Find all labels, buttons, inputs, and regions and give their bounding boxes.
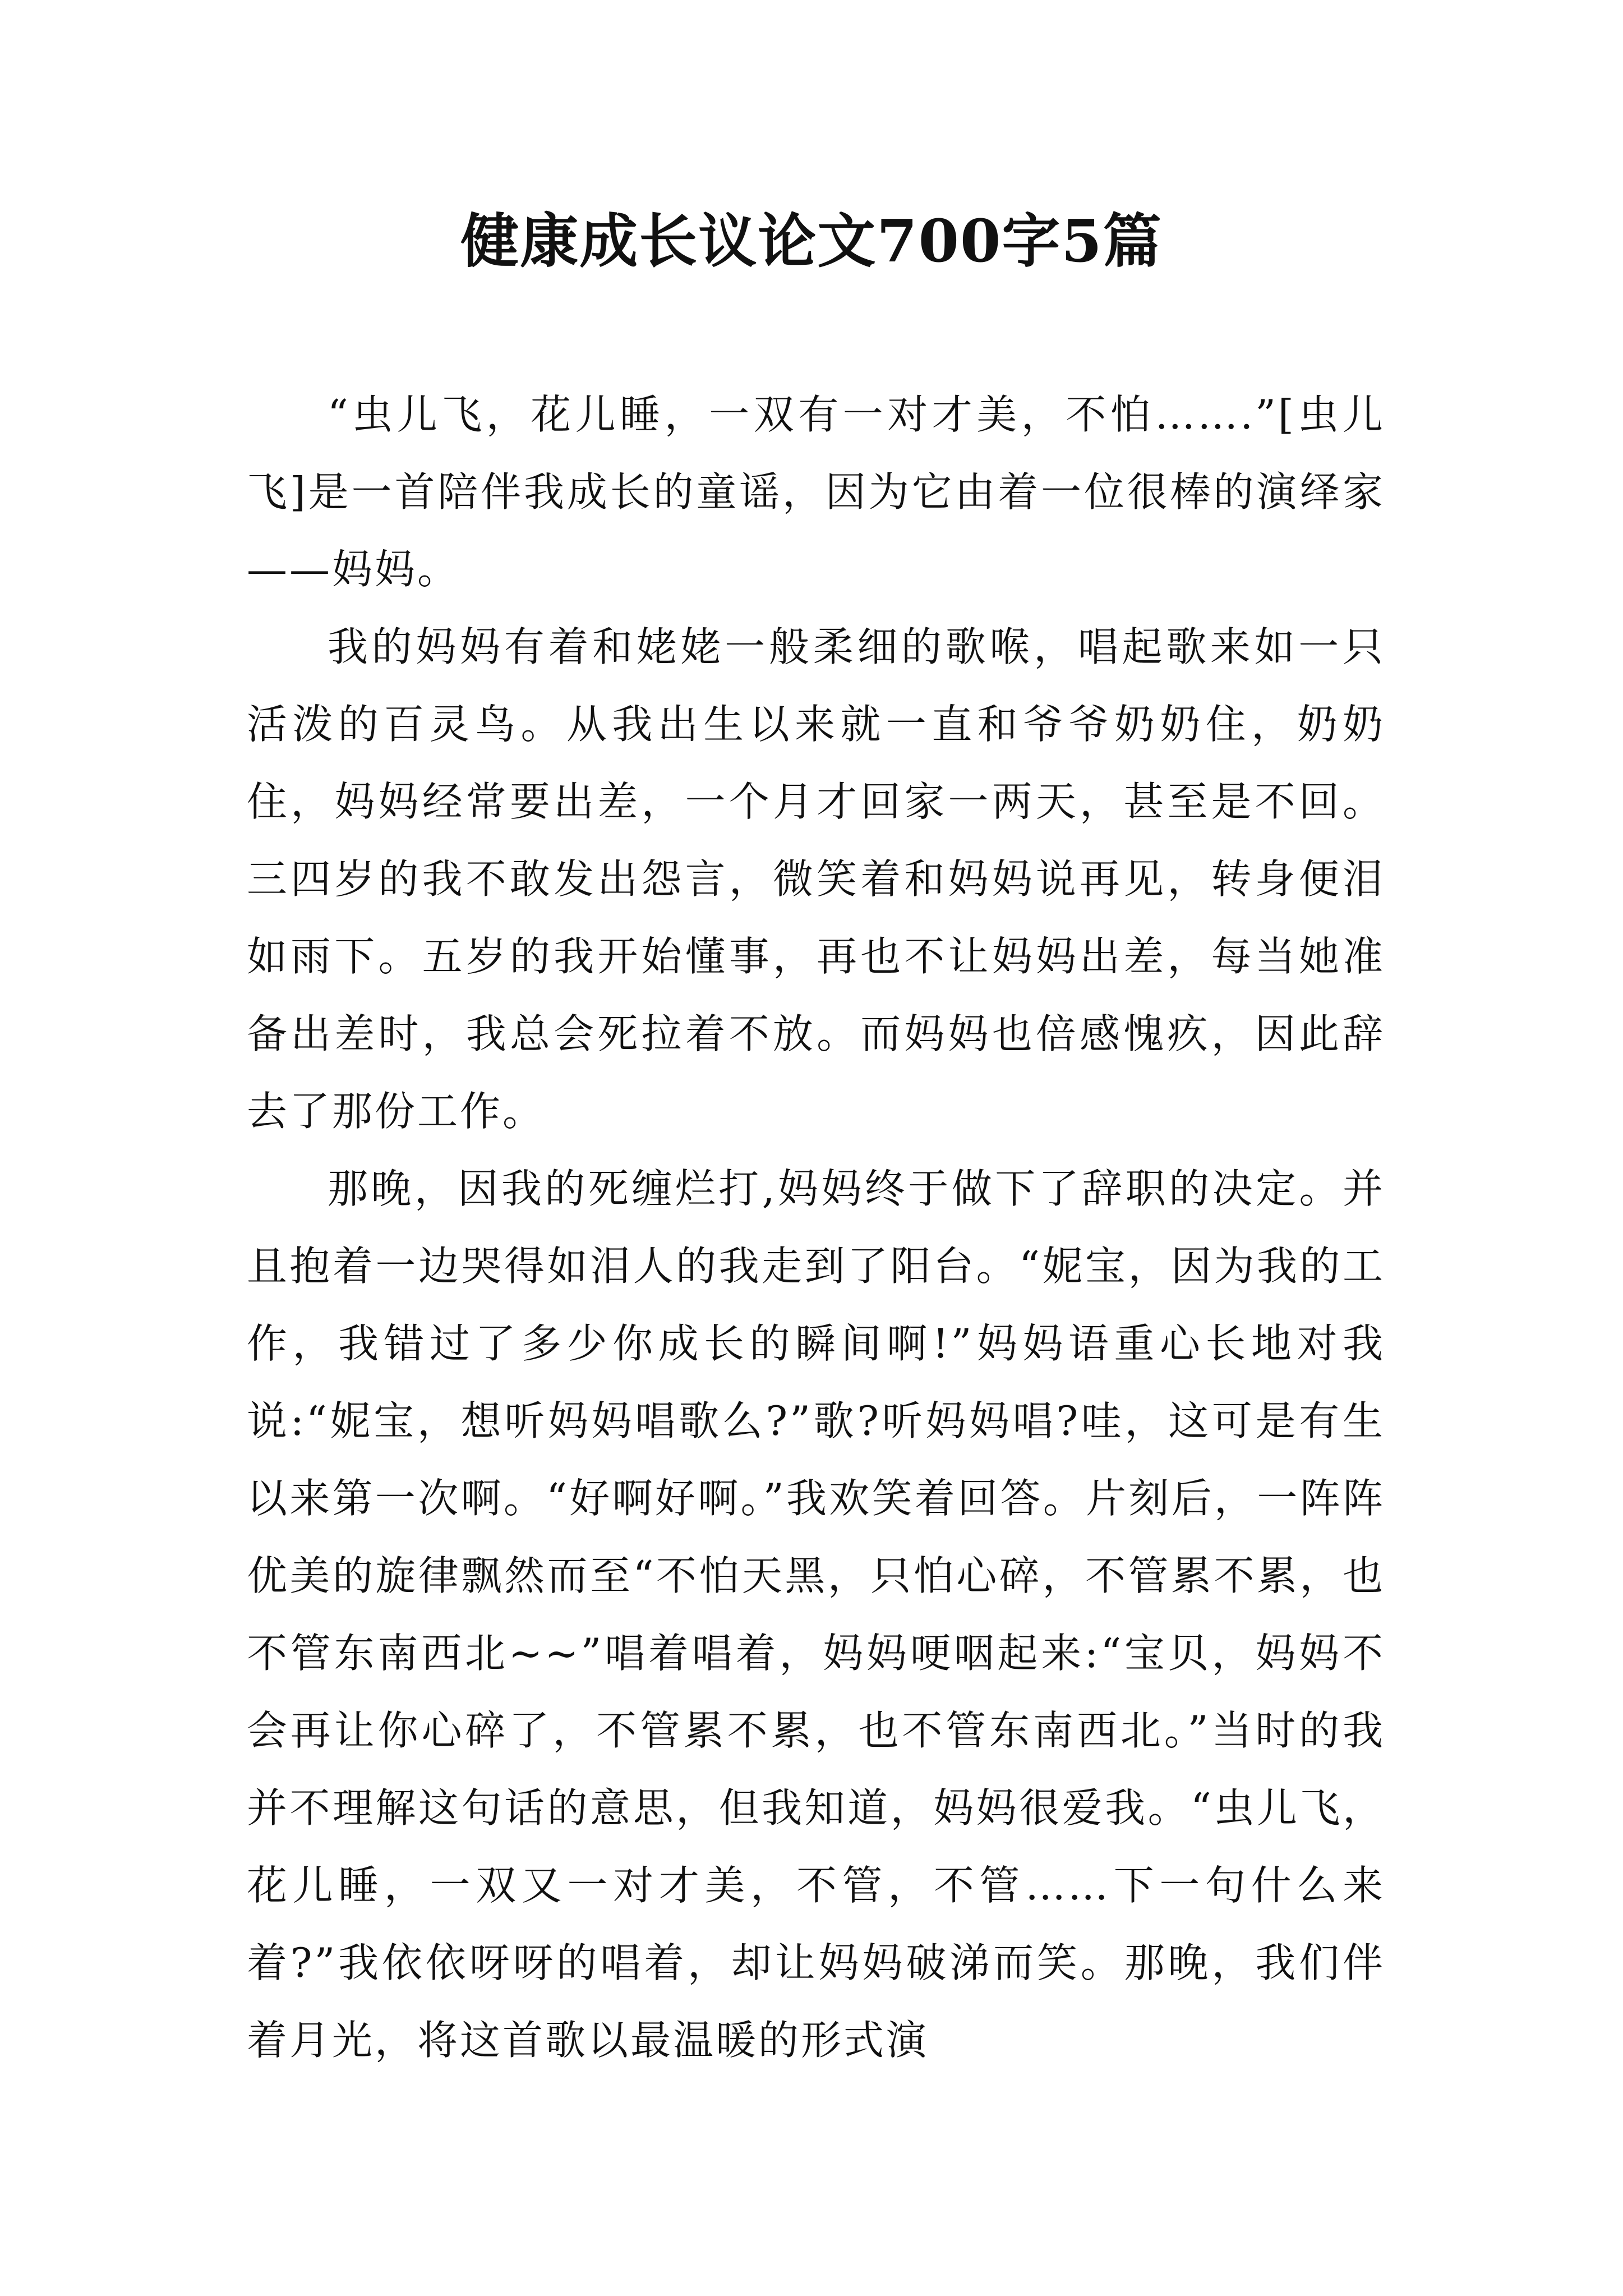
- paragraph-3: 那晚，因我的死缠烂打,妈妈终于做下了辞职的决定。并且抱着一边哭得如泪人的我走到了阳台。“妮宝，因为我的工作，我错过了多少你成长的瞬间啊!”妈妈语重心长地对我说:“妮宝，想听妈妈唱歌么?”歌?听妈妈唱?哇，这可是有生以来第一次啊。“好啊好啊。”我欢笑着回答。片刻后，一阵阵优美的旋律飘然而至“不怕天黑，只怕心碎，不管累不累，也不管东南西北~~”唱着唱着，妈妈哽咽起来:“宝贝，妈妈不会再让你心碎了，不管累不累，也不管东南西北。”当时的我并不理解这句话的意思，但我知道，妈妈很爱我。“虫儿飞，花儿睡，一双又一对才美，不管，不管……下一句什么来着?”我依依呀呀的唱着，却让妈妈破涕而笑。那晚，我们伴着月光，将这首歌以最温暖的形式演: [247, 1165, 1385, 2064]
- article-body: [247, 376, 1385, 2079]
- paragraph-1: “虫儿飞，花儿睡，一双有一对才美，不怕…….”[虫儿飞]是一首陪伴我成长的童谣，因为它由着一位很棒的演绎家——妈妈。: [247, 391, 1385, 593]
- page-title: 健康成长议论文700字5篇: [460, 206, 1163, 275]
- paragraph-2: 我的妈妈有着和姥姥一般柔细的歌喉，唱起歌来如一只活泼的百灵鸟。从我出生以来就一直和爷爷奶奶住，奶奶住，妈妈经常要出差，一个月才回家一两天，甚至是不回。三四岁的我不敢发出怨言，微笑着和妈妈说再见，转身便泪如雨下。五岁的我开始懂事，再也不让妈妈出差，每当她准备出差时，我总会死拉着不放。而妈妈也倍感愧疚，因此辞去了那份工作。: [247, 623, 1385, 1135]
